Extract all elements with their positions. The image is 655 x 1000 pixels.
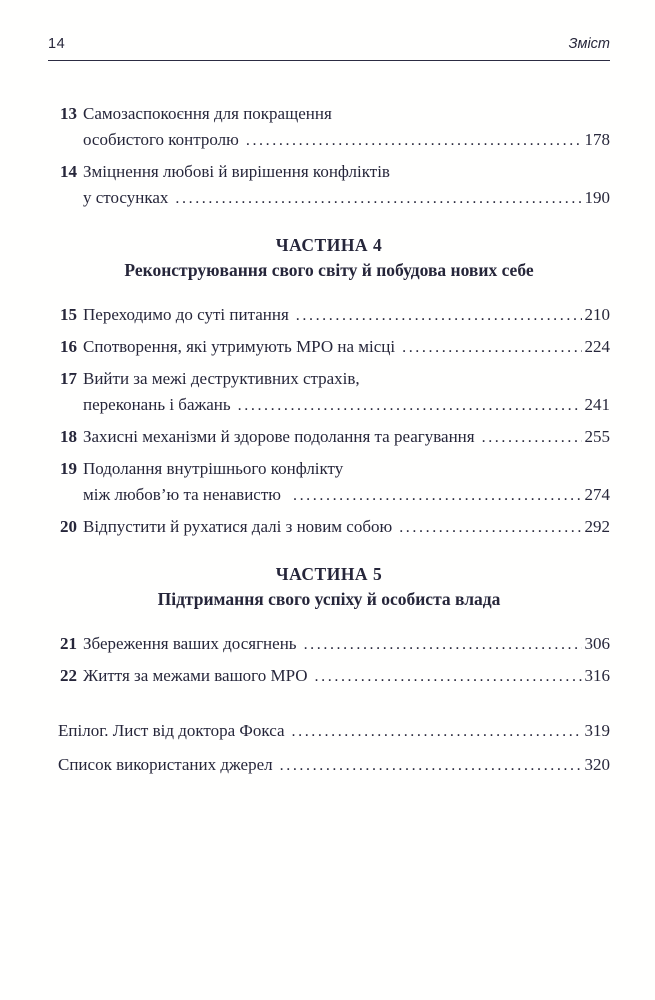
chapter-title-line: у стосунках bbox=[83, 188, 169, 207]
dot-leader bbox=[296, 302, 582, 329]
part-title: Реконструювання свого світу й побудова нових себе bbox=[124, 260, 534, 280]
dot-leader bbox=[315, 663, 582, 690]
back-matter-title: Епілог. Лист від доктора Фокса bbox=[58, 721, 285, 740]
page-ref: 255 bbox=[584, 427, 610, 446]
toc-entry bbox=[48, 302, 610, 329]
chapter-number: 16 bbox=[60, 337, 77, 356]
chapter-title-line: Переходимо до суті питання bbox=[83, 305, 289, 324]
toc-entry bbox=[48, 101, 610, 154]
dot-leader bbox=[246, 127, 582, 154]
part-label: ЧАСТИНА 4 bbox=[275, 235, 383, 255]
chapter-title-line: Вийти за межі деструктивних страхів, bbox=[83, 369, 360, 388]
toc-entry bbox=[48, 456, 610, 509]
back-matter-title: Список використаних джерел bbox=[58, 755, 273, 774]
page-ref: 306 bbox=[584, 634, 610, 653]
page-ref: 190 bbox=[584, 188, 610, 207]
chapter-title-line: переконань і бажань bbox=[83, 395, 231, 414]
toc-entry bbox=[48, 334, 610, 361]
dot-leader bbox=[482, 424, 582, 451]
running-title: Зміст bbox=[568, 36, 610, 52]
chapter-title-line: Спотворення, які утримують МРО на місці bbox=[83, 337, 396, 356]
running-header bbox=[48, 36, 610, 61]
toc-entry bbox=[48, 424, 610, 451]
page-ref: 224 bbox=[584, 337, 610, 356]
chapter-title-line: Подолання внутрішнього конфлікту bbox=[83, 459, 344, 478]
chapter-number: 14 bbox=[60, 162, 77, 181]
page-ref: 210 bbox=[584, 305, 610, 324]
page-ref: 320 bbox=[584, 755, 610, 774]
dot-leader bbox=[293, 482, 582, 509]
part-label: ЧАСТИНА 5 bbox=[275, 564, 383, 584]
part-heading-5 bbox=[48, 562, 610, 612]
chapter-number: 20 bbox=[60, 517, 77, 536]
back-matter bbox=[48, 718, 610, 779]
chapter-number: 13 bbox=[60, 104, 77, 123]
page-number: 14 bbox=[48, 36, 66, 52]
chapter-title-line: особистого контролю bbox=[83, 130, 239, 149]
chapter-number: 15 bbox=[60, 305, 77, 324]
chapter-title-line: Самозаспокоєння для покращення bbox=[83, 104, 332, 123]
toc-section-part5 bbox=[48, 631, 610, 690]
page-ref: 292 bbox=[584, 517, 610, 536]
toc-entry bbox=[48, 514, 610, 541]
dot-leader bbox=[304, 631, 582, 658]
chapter-number: 17 bbox=[60, 369, 77, 388]
dot-leader bbox=[280, 752, 582, 779]
part-title: Підтримання свого успіху й особиста влада bbox=[157, 589, 501, 609]
page-ref: 178 bbox=[584, 130, 610, 149]
toc-section-part3-tail bbox=[48, 101, 610, 212]
chapter-number: 22 bbox=[60, 666, 77, 685]
page-ref: 316 bbox=[584, 666, 610, 685]
dot-leader bbox=[238, 392, 582, 419]
chapter-number: 18 bbox=[60, 427, 77, 446]
dot-leader bbox=[175, 185, 581, 212]
chapter-title-line: Захисні механізми й здорове подолання та реагування bbox=[83, 427, 475, 446]
part-heading-4 bbox=[48, 233, 610, 283]
page-ref: 241 bbox=[584, 395, 610, 414]
chapter-title-line: Життя за межами вашого МРО bbox=[83, 666, 308, 685]
chapter-number: 21 bbox=[60, 634, 77, 653]
page-ref: 319 bbox=[584, 721, 610, 740]
toc-entry bbox=[48, 718, 610, 745]
toc-entry bbox=[48, 631, 610, 658]
dot-leader bbox=[292, 718, 582, 745]
toc-entry bbox=[48, 159, 610, 212]
chapter-title-line: між любов’ю та ненавистю bbox=[83, 485, 281, 504]
dot-leader bbox=[399, 514, 581, 541]
toc-entry bbox=[48, 752, 610, 779]
toc-entry bbox=[48, 663, 610, 690]
toc-section-part4 bbox=[48, 302, 610, 541]
page-ref: 274 bbox=[584, 485, 610, 504]
chapter-number: 19 bbox=[60, 459, 77, 478]
chapter-title-line: Відпустити й рухатися далі з новим собою bbox=[83, 517, 393, 536]
dot-leader bbox=[402, 334, 581, 361]
chapter-title-line: Зміцнення любові й вирішення конфліктів bbox=[83, 162, 390, 181]
toc-entry bbox=[48, 366, 610, 419]
chapter-title-line: Збереження ваших досягнень bbox=[83, 634, 297, 653]
